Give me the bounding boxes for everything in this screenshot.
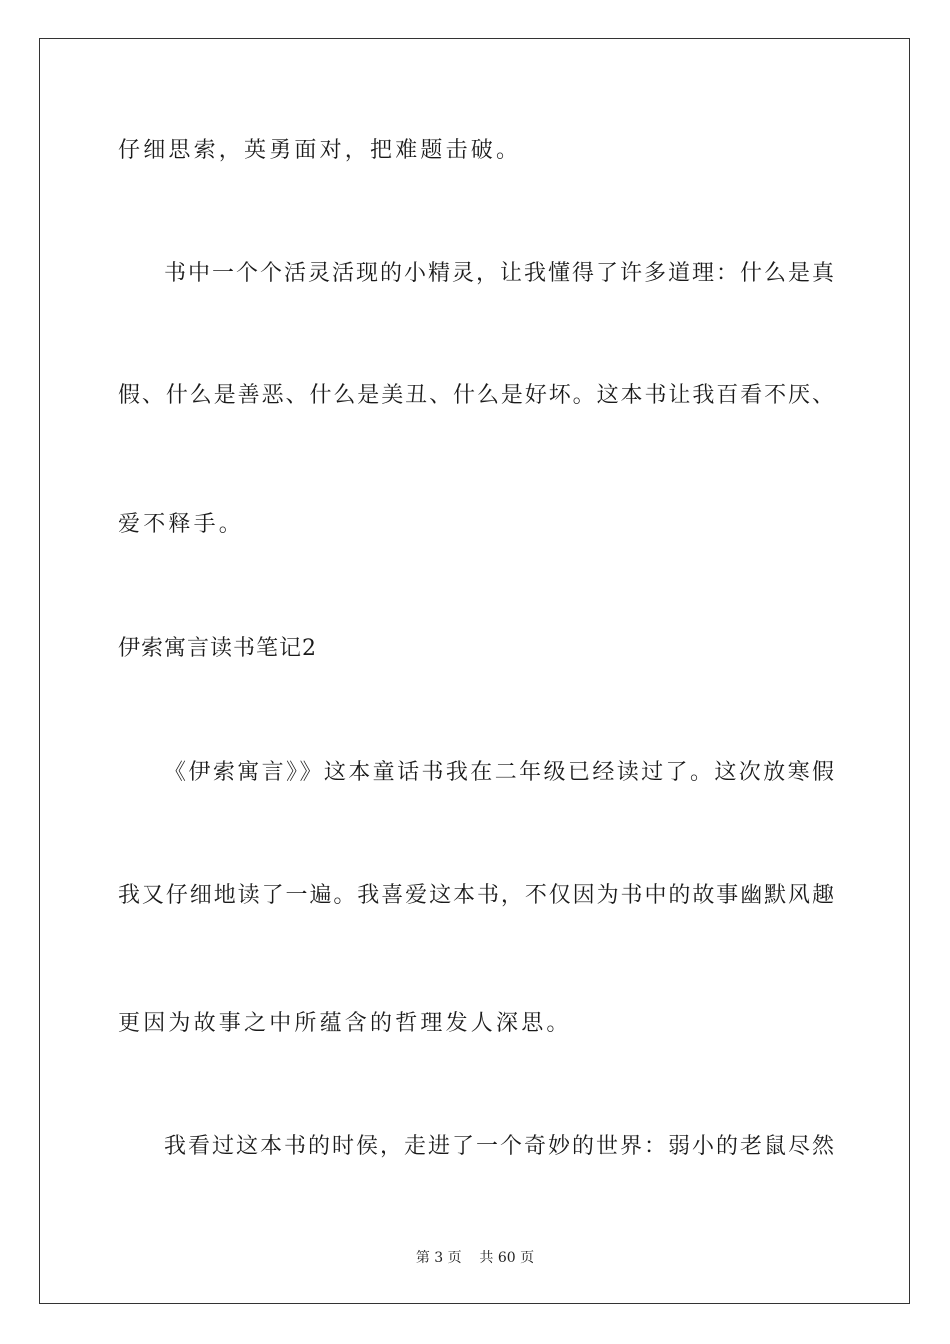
paragraph-line: 我看过这本书的时侯，走进了一个奇妙的世界：弱小的老鼠尽然	[164, 1134, 834, 1159]
paragraph-line: 假、什么是善恶、什么是美丑、什么是好坏。这本书让我百看不厌、	[118, 383, 834, 408]
page-frame	[39, 38, 910, 1304]
page-number-footer: 第 3 页 共 60 页	[415, 1250, 535, 1266]
paragraph-line: 更因为故事之中所蕴含的哲理发人深思。	[118, 1011, 572, 1036]
paragraph-line: 我又仔细地读了一遍。我喜爱这本书，不仅因为书中的故事幽默风趣	[118, 883, 834, 908]
paragraph-line: 《伊索寓言》》这本童话书我在二年级已经读过了。这次放寒假	[164, 760, 834, 785]
paragraph-line: 仔细思索，英勇面对，把难题击破。	[118, 138, 522, 163]
paragraph-line: 书中一个个活灵活现的小精灵，让我懂得了许多道理：什么是真	[164, 261, 834, 286]
section-heading: 伊索寓言读书笔记2	[118, 636, 317, 661]
paragraph-line: 爱不释手。	[118, 512, 245, 537]
